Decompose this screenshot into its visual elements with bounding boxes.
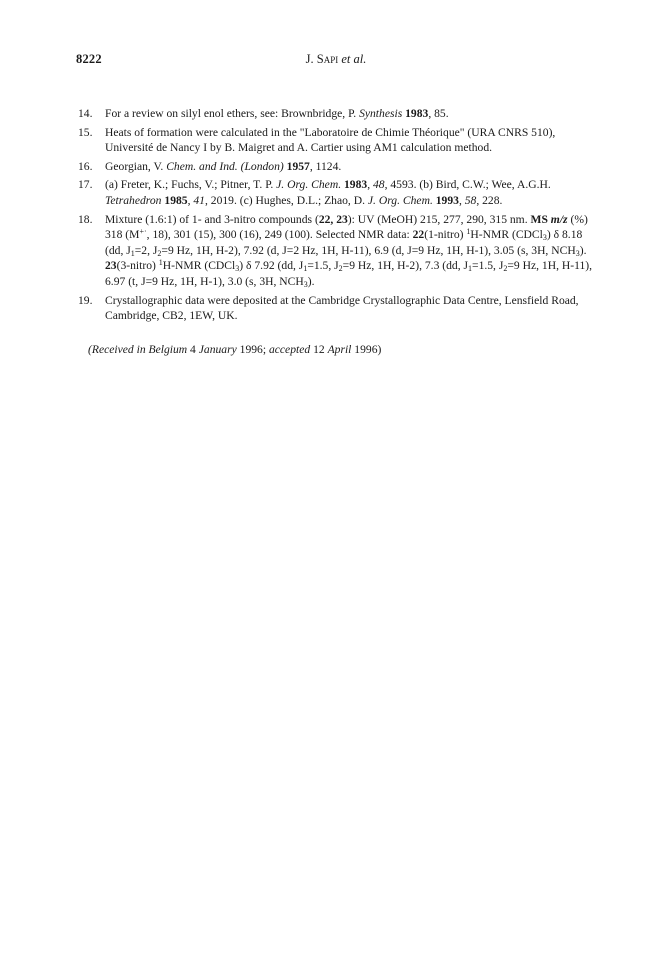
reference-text-run: 22	[412, 228, 425, 242]
accepted-month: April	[327, 343, 352, 356]
reference-text-run: , 4593. (b) Bird, C.W.; Wee, A.G.H.	[384, 178, 551, 192]
reference-text-run: =9 Hz, 1H, H-2), 7.92 (d, J=2 Hz, 1H, H-11), 6.9 (d, J=9 Hz, 1H, H-1), 3.05 (s, 3H, NCH	[161, 243, 576, 257]
reference-text-run: 22, 23	[318, 212, 348, 226]
received-open: (	[88, 343, 92, 356]
reference-text-run: ).	[307, 274, 315, 288]
reference-text-run: , 18), 301 (15), 300 (16), 249 (100). Selected NMR data:	[146, 228, 413, 242]
reference-number: 16.	[78, 159, 93, 173]
reference-text-run: =9 Hz, 1H, H-2), 7.3 (dd, J	[342, 259, 469, 273]
reference-item	[78, 212, 598, 290]
running-head	[0, 52, 672, 67]
running-head-etal: et al.	[338, 52, 367, 66]
reference-text-run: (a) Freter, K.; Fuchs, V.; Pitner, T. P.	[105, 178, 277, 192]
accepted-day: 12	[310, 343, 328, 356]
reference-text-run: Synthesis	[359, 107, 403, 120]
running-head-author: Sapi	[316, 52, 339, 66]
reference-text-run: ,	[458, 193, 465, 207]
reference-text-run: 1993	[435, 193, 459, 207]
reference-text-run: +·	[139, 227, 147, 237]
reference-text-run: 41	[193, 193, 205, 207]
reference-text-run: 3	[235, 264, 240, 274]
reference-text	[105, 177, 598, 208]
reference-text-run: Mixture (1.6:1) of 1- and 3-nitro compounds (	[105, 212, 319, 226]
accepted-label: accepted	[268, 343, 311, 356]
reference-item	[78, 177, 598, 208]
reference-text	[105, 106, 598, 122]
reference-text-run: J. Org. Chem.	[276, 178, 342, 192]
reference-text-run: , 2019. (c) Hughes, D.L.; Zhao, D.	[204, 193, 368, 207]
reference-text-run: J. Org. Chem.	[367, 193, 433, 207]
reference-number: 15.	[78, 125, 93, 139]
reference-text-run: =9 Hz, 1H, H-11), 6.97 (t, J=9 Hz, 1H, H-1), 3.0 (s, 3H, NCH	[105, 259, 593, 288]
page-number: 8222	[76, 52, 102, 66]
reference-text-run: 58	[464, 193, 477, 207]
reference-text-run: , 85.	[428, 107, 449, 120]
reference-text-run: Crystallographic data were deposited at the Cambridge Crystallographic Data Centre, Lensfield Road, Cambridge, CB2, 1EW, UK.	[105, 293, 579, 323]
reference-number: 17.	[78, 178, 93, 192]
reference-text-run: m/z	[550, 212, 568, 226]
reference-text-run: 1	[303, 264, 308, 274]
reference-text-run: H-NMR (CDCl	[162, 259, 236, 273]
reference-text-run: 1985	[164, 193, 188, 207]
reference-text	[105, 125, 598, 156]
reference-text-run: Chem. and Ind. (London)	[166, 159, 284, 173]
reference-text-run: ): UV (MeOH) 215, 277, 290, 315 nm.	[347, 212, 531, 226]
reference-text	[105, 159, 598, 175]
reference-number: 18.	[78, 212, 93, 226]
reference-text-run: 1957	[286, 159, 310, 173]
reference-text-run: ) δ 8.18 (dd, J	[105, 228, 583, 257]
reference-text-run: , 228.	[476, 193, 503, 207]
accepted-year: 1996)	[351, 343, 382, 356]
reference-text-run: (%) 318 (M	[105, 212, 588, 242]
reference-item	[78, 125, 598, 156]
reference-text-run: 23	[105, 259, 117, 273]
received-month: January	[198, 343, 237, 356]
reference-text-run: H-NMR (CDCl	[470, 228, 543, 242]
running-head-prefix: J.	[305, 52, 317, 66]
reference-text-run: =1.5, J	[472, 259, 504, 273]
reference-text-run: 1	[130, 248, 135, 258]
reference-text-run: Georgian, V.	[105, 159, 167, 173]
reference-text-run: 48	[372, 178, 385, 192]
received-day: 4	[187, 343, 199, 356]
reference-text-run: For a review on silyl enol ethers, see: Brownbridge, P.	[105, 107, 360, 120]
reference-item	[78, 293, 598, 324]
reference-text-run: 2	[157, 248, 162, 258]
reference-text-run: 1	[158, 258, 163, 268]
reference-text-run: ,	[187, 193, 194, 207]
reference-text-run: 1983	[405, 107, 429, 120]
received-line	[88, 343, 381, 356]
reference-text-run: , 1124.	[309, 159, 342, 173]
reference-list	[78, 106, 598, 327]
reference-text-run: ,	[367, 178, 373, 192]
reference-text-run: =2, J	[134, 243, 158, 257]
reference-text-run: Tetrahedron	[105, 193, 162, 207]
reference-text-run: 1	[466, 227, 471, 237]
received-year: 1996;	[236, 343, 269, 356]
reference-item	[78, 159, 598, 175]
reference-text-run: 2	[338, 264, 343, 274]
received-label: Received in Belgium	[91, 343, 188, 356]
reference-text	[105, 293, 598, 324]
reference-text	[105, 212, 598, 290]
reference-text-run: 1	[468, 264, 473, 274]
reference-item	[78, 106, 598, 122]
reference-text-run: 3	[575, 248, 580, 258]
reference-text-run: MS	[530, 212, 551, 226]
reference-text-run: (3-nitro)	[116, 259, 159, 273]
reference-text-run: 1983	[344, 178, 368, 192]
reference-text-run: ) δ 7.92 (dd, J	[239, 259, 304, 273]
reference-text-run: =1.5, J	[307, 259, 339, 273]
reference-number: 14.	[78, 107, 93, 120]
reference-text-run: 3	[303, 279, 308, 289]
reference-number: 19.	[78, 293, 93, 307]
reference-text-run: 2	[503, 264, 508, 274]
reference-text-run: Heats of formation were calculated in the "Laboratoire de Chimie Théorique" (URA CNRS 510), Université de Nancy I by B. Maigret and A. Cartier using AM1 calculation method.	[105, 125, 556, 155]
reference-text-run: 3	[542, 233, 547, 243]
reference-text-run: ).	[579, 243, 587, 257]
reference-text-run: (1-nitro)	[424, 228, 467, 242]
